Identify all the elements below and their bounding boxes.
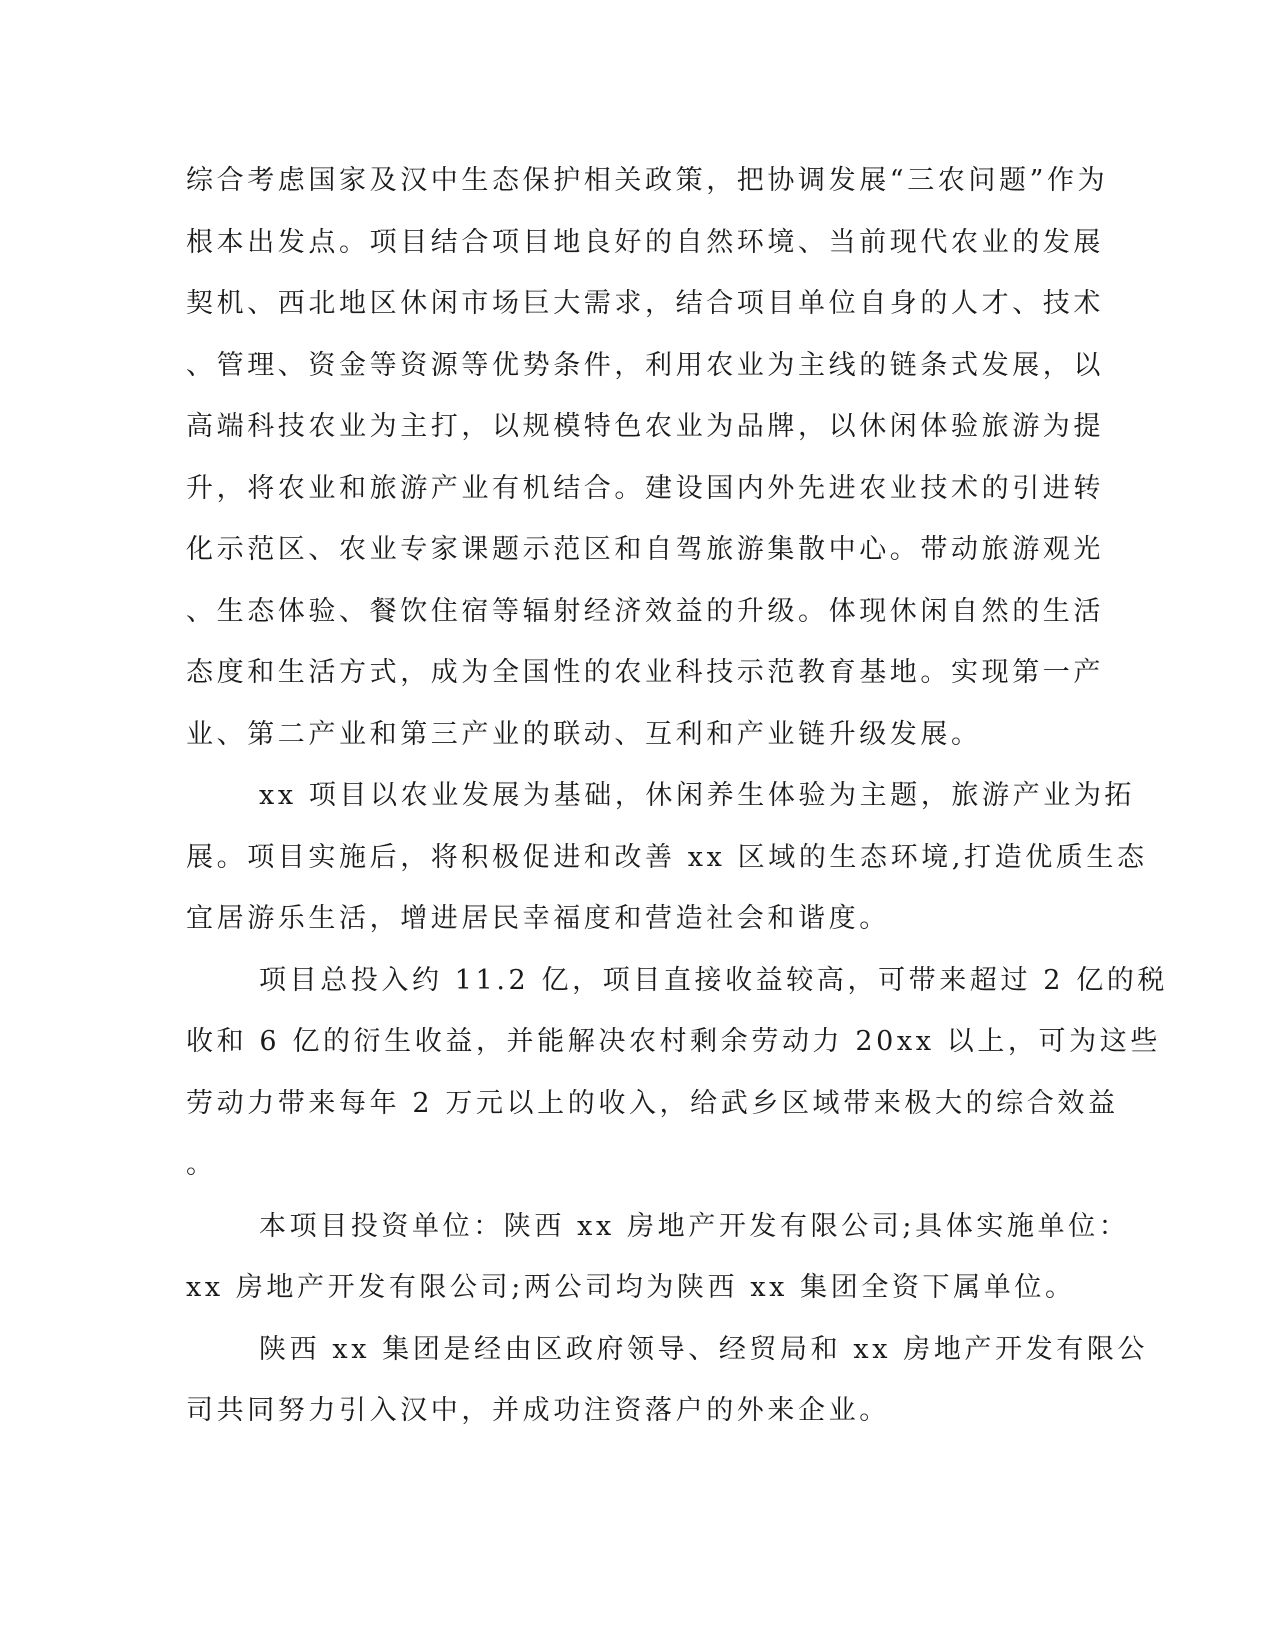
text-line: 综合考虑国家及汉中生态保护相关政策，把协调发展“三农问题”作为 (186, 165, 1109, 196)
text-line: 高端科技农业为主打，以规模特色农业为品牌，以休闲体验旅游为提 (186, 411, 1104, 442)
paragraph-1 (186, 162, 1109, 777)
text-line: 劳动力带来每年 2 万元以上的收入，给武乡区域带来极大的综合效益 (186, 1087, 1119, 1119)
text-line: 收和 6 亿的衍生收益，并能解决农村剩余劳动力 20xx 以上，可为这些 (186, 1026, 1161, 1057)
paragraph-3 (186, 962, 1169, 1208)
text-line: 。 (186, 1149, 217, 1180)
document-body (186, 162, 1169, 1454)
text-line: 项目总投入约 11.2 亿，项目直接收益较高，可带来超过 2 亿的税 (259, 964, 1169, 996)
text-line: 本项目投资单位：陕西 xx 房地产开发有限公司;具体实施单位： (259, 1210, 1130, 1242)
text-line: 陕西 xx 集团是经由区政府领导、经贸局和 xx 房地产开发有限公 (259, 1333, 1149, 1365)
paragraph-2 (186, 777, 1148, 962)
text-line: 态度和生活方式，成为全国性的农业科技示范教育基地。实现第一产 (186, 657, 1104, 688)
text-line: 、管理、资金等资源等优势条件，利用农业为主线的链条式发展，以 (186, 349, 1104, 381)
paragraph-4 (186, 1208, 1130, 1331)
text-line: xx 房地产开发有限公司;两公司均为陕西 xx 集团全资下属单位。 (186, 1272, 1076, 1303)
text-line: 宜居游乐生活，增进居民幸福度和营造社会和谐度。 (186, 903, 890, 934)
text-line: 展。项目实施后，将积极促进和改善 xx 区域的生态环境,打造优质生态 (186, 841, 1148, 873)
text-line: 契机、西北地区休闲市场巨大需求，结合项目单位自身的人才、技术 (186, 288, 1104, 319)
text-line: 司共同努力引入汉中，并成功注资落户的外来企业。 (186, 1395, 890, 1426)
text-line: 升，将农业和旅游产业有机结合。建设国内外先进农业技术的引进转 (186, 472, 1104, 504)
text-line: xx 项目以农业发展为基础，休闲养生体验为主题，旅游产业为拓 (259, 780, 1136, 811)
paragraph-5 (186, 1331, 1149, 1454)
text-line: 根本出发点。项目结合项目地良好的自然环境、当前现代农业的发展 (186, 226, 1104, 258)
text-line: 、生态体验、餐饮住宿等辐射经济效益的升级。体现休闲自然的生活 (186, 595, 1104, 627)
text-line: 业、第二产业和第三产业的联动、互利和产业链升级发展。 (186, 718, 982, 750)
text-line: 化示范区、农业专家课题示范区和自驾旅游集散中心。带动旅游观光 (186, 534, 1104, 565)
